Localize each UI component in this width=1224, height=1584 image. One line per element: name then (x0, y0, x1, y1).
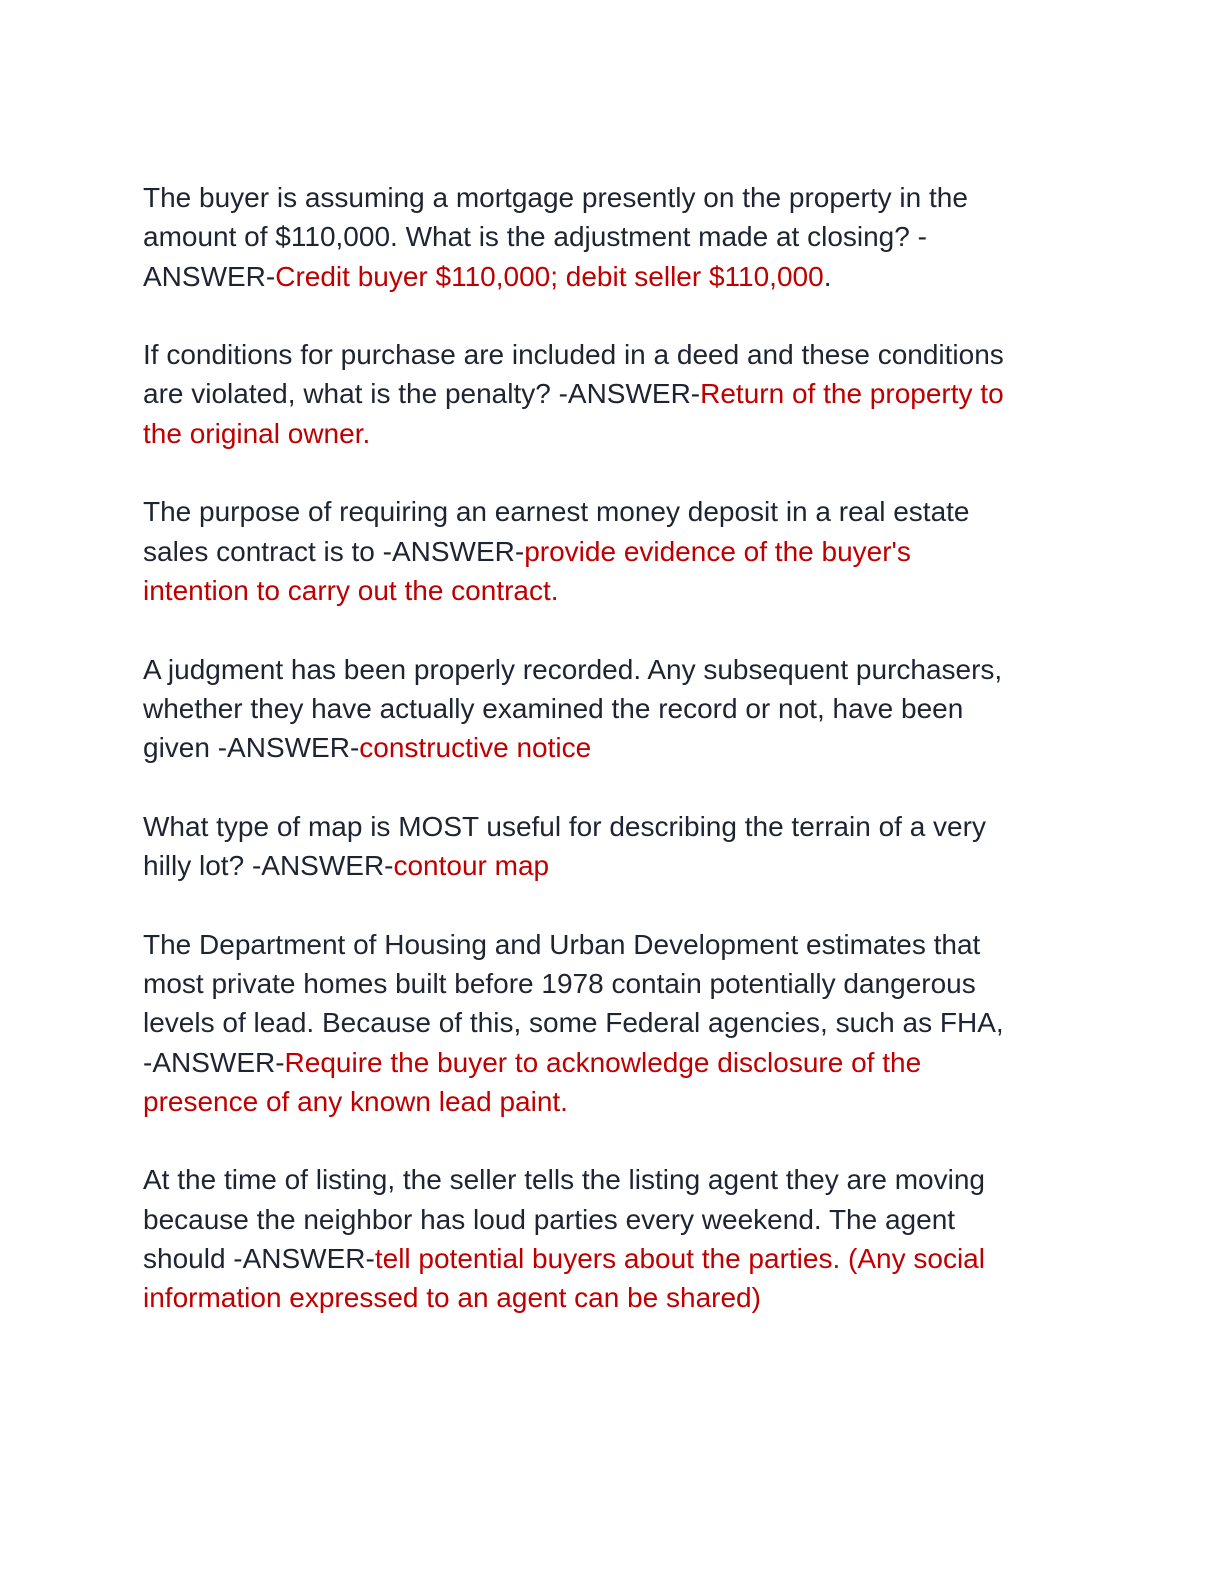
answer-trailing-text: . (823, 260, 832, 292)
qa-item (143, 1160, 1103, 1317)
answer-text: Credit buyer $110,000; debit seller $110,000 (275, 260, 824, 292)
qa-item (143, 925, 1103, 1121)
answer-text: provide evidence of the buyer's intention to carry out the contract. (143, 535, 911, 606)
answer-text: constructive notice (359, 732, 592, 764)
answer-text: tell potential buyers about the parties. (Any social information expressed to an agent can be shared) (143, 1243, 985, 1314)
question-text: At the time of listing, the seller tells the listing agent they are moving because the neighbor has loud parties every weekend. The agent should -ANSWER- (143, 1164, 985, 1275)
question-text: If conditions for purchase are included in a deed and these conditions are violated, what is the penalty? -ANSWER- (143, 339, 1004, 410)
qa-item (143, 335, 1103, 453)
question-text: A judgment has been properly recorded. Any subsequent purchasers, whether they have actually examined the record or not, have been given -ANSWER- (143, 653, 1003, 764)
answer-text: Require the buyer to acknowledge disclosure of the presence of any known lead paint. (143, 1046, 922, 1117)
question-text: The buyer is assuming a mortgage presently on the property in the amount of $110,000. What is the adjustment made at closing? - ANSWER- (143, 182, 968, 292)
answer-text: Return of the property to the original owner. (143, 378, 1004, 449)
qa-item (143, 650, 1103, 768)
document-page (143, 178, 1103, 1357)
answer-text: contour map (393, 850, 550, 882)
qa-item (143, 807, 1103, 886)
question-text: What type of map is MOST useful for describing the terrain of a very hilly lot? -ANSWER- (143, 810, 986, 882)
question-text: The Department of Housing and Urban Development estimates that most private homes built before 1978 contain potentially dangerous levels of lead. Because of this, some Federal agencies, such as FHA, -ANSWER- (143, 928, 1004, 1078)
question-text: The purpose of requiring an earnest money deposit in a real estate sales contract is to -ANSWER- (143, 496, 970, 567)
qa-item (143, 178, 1103, 296)
qa-item (143, 492, 1103, 610)
